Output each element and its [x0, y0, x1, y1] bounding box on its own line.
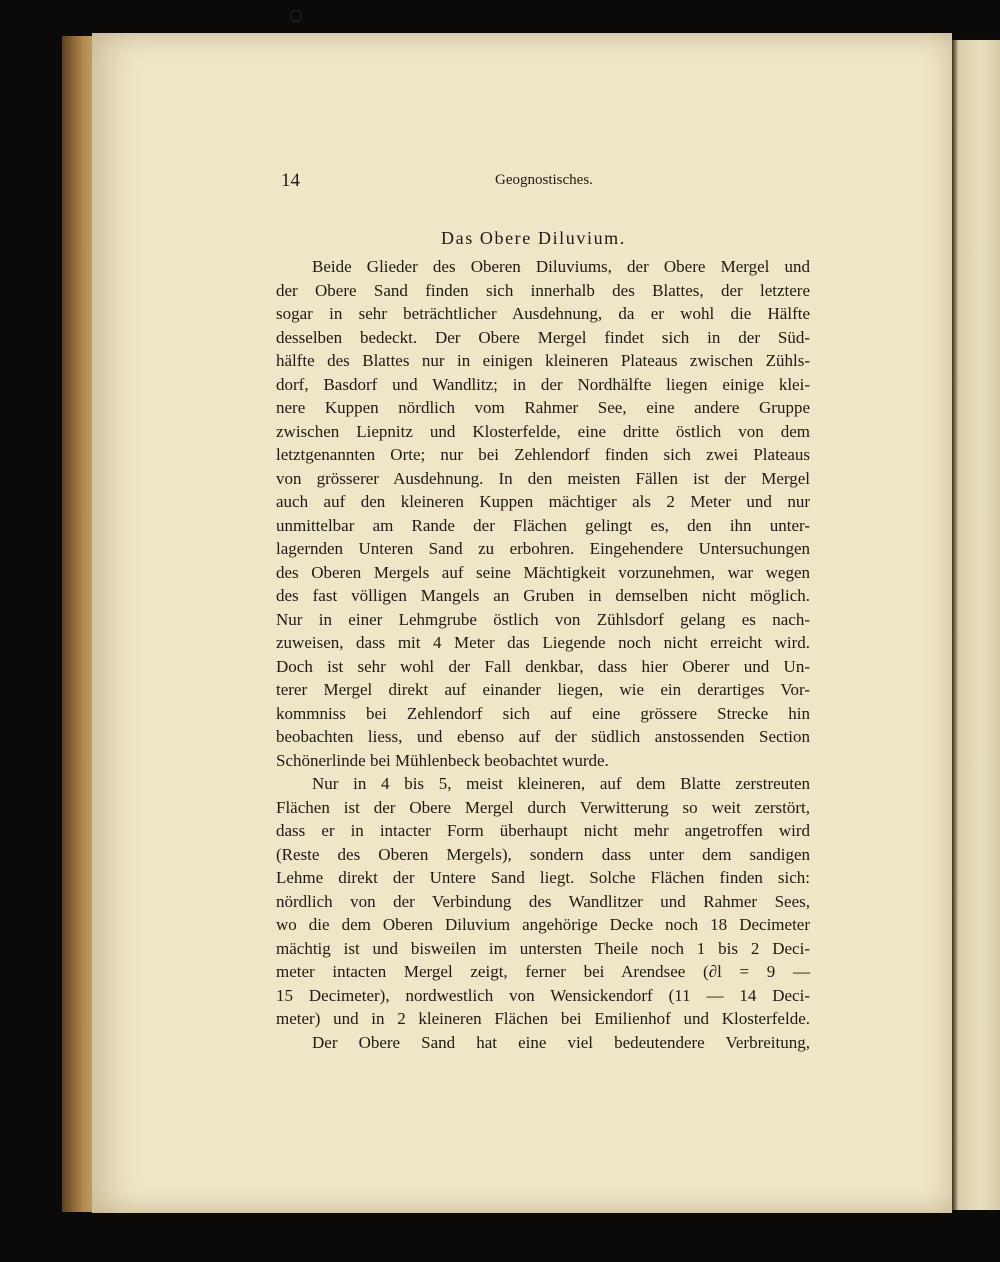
text-line: sogar in sehr beträchtlicher Ausdehnung, da er wohl die Hälfte: [276, 304, 810, 323]
text-line: des fast völligen Mangels an Gruben in demselben nicht möglich.: [276, 586, 810, 605]
text-line: 15 Decimeter), nordwestlich von Wensickendorf (11 — 14 Deci-: [276, 985, 810, 1005]
text-line: Doch ist sehr wohl der Fall denkbar, dass hier Oberer und Un-: [276, 656, 810, 676]
text-line: kommniss bei Zehlendorf sich auf eine grössere Strecke hin: [276, 703, 810, 723]
text-line: Der Obere Sand hat eine viel bedeutendere Verbreitung,: [312, 1032, 810, 1052]
text-line: lagernden Unteren Sand zu erbohren. Eingehendere Untersuchungen: [276, 539, 810, 558]
text-line: Nur in 4 bis 5, meist kleineren, auf dem Blatte zerstreuten: [312, 774, 810, 793]
text-line: nördlich von der Verbindung des Wandlitzer und Rahmer Sees,: [276, 891, 810, 911]
text-line: dass er in intacter Form überhaupt nicht mehr angetroffen wird: [276, 821, 810, 840]
next-page-edge: [952, 40, 1000, 1210]
text-line: meter intacten Mergel zeigt, ferner bei Arendsee (∂l = 9 —: [276, 962, 810, 981]
text-line: des Oberen Mergels auf seine Mächtigkeit vorzunehmen, war wegen: [276, 562, 810, 582]
page-number: 14: [281, 170, 300, 191]
text-line: desselben bedeckt. Der Obere Mergel findet sich in der Süd-: [276, 327, 810, 347]
body-text: [276, 255, 810, 1054]
text-line: auch auf den kleineren Kuppen mächtiger als 2 Meter und nur: [276, 492, 810, 511]
text-line: Beide Glieder des Oberen Diluviums, der Obere Mergel und: [312, 257, 810, 276]
section-title: Das Obere Diluvium.: [441, 228, 626, 248]
scan-registration-mark: [290, 10, 302, 22]
text-line: von grösserer Ausdehnung. In den meisten Fällen ist der Mergel: [276, 468, 810, 488]
text-line: Flächen ist der Obere Mergel durch Verwitterung so weit zerstört,: [276, 797, 810, 817]
text-line: terer Mergel direkt auf einander liegen, wie ein derartiges Vor-: [276, 680, 810, 699]
text-line: Schönerlinde bei Mühlenbeck beobachtet wurde.: [276, 750, 609, 770]
text-line: meter) und in 2 kleineren Flächen bei Emilienhof und Klosterfelde.: [276, 1009, 810, 1028]
text-line: der Obere Sand finden sich innerhalb des Blattes, der letztere: [276, 280, 810, 300]
text-line: beobachten liess, und ebenso auf der südlich anstossenden Section: [276, 727, 810, 746]
text-line: hälfte des Blattes nur in einigen kleineren Plateaus zwischen Zühls-: [276, 351, 810, 370]
text-line: zuweisen, dass mit 4 Meter das Liegende noch nicht erreicht wird.: [276, 633, 810, 652]
text-line: letztgenannten Orte; nur bei Zehlendorf finden sich zwei Plateaus: [276, 445, 810, 464]
text-line: Lehme direkt der Untere Sand liegt. Solche Flächen finden sich:: [276, 868, 810, 887]
text-line: Nur in einer Lehmgrube östlich von Zühlsdorf gelang es nach-: [276, 609, 810, 629]
text-line: wo die dem Oberen Diluvium angehörige Decke noch 18 Decimeter: [276, 915, 810, 934]
text-line: mächtig ist und bisweilen im untersten Theile noch 1 bis 2 Deci-: [276, 938, 810, 958]
text-line: zwischen Liepnitz und Klosterfelde, eine dritte östlich von dem: [276, 421, 810, 441]
running-head: Geognostisches.: [495, 172, 593, 188]
text-line: dorf, Basdorf und Wandlitz; in der Nordhälfte liegen einige klei-: [276, 374, 810, 394]
text-line: (Reste des Oberen Mergels), sondern dass unter dem sandigen: [276, 844, 810, 864]
text-line: unmittelbar am Rande der Flächen gelingt es, den ihn unter-: [276, 515, 810, 535]
text-line: nere Kuppen nördlich vom Rahmer See, eine andere Gruppe: [276, 398, 810, 417]
